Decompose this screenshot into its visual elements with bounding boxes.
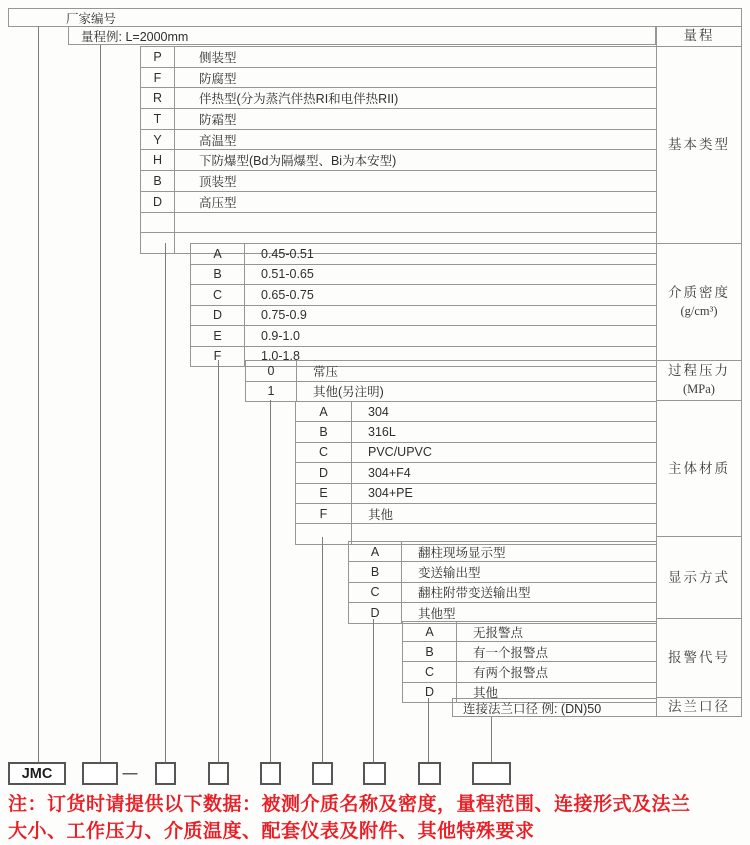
connector-line-flange: [491, 717, 492, 762]
description-cell: 其他: [473, 686, 499, 701]
table-row: [141, 191, 656, 212]
side-label-range: 量程: [683, 28, 715, 44]
connector-line-range: [100, 45, 101, 762]
code-cell: A: [349, 542, 402, 561]
factory-code-row: [8, 8, 742, 27]
description-cell: 常压: [313, 364, 339, 379]
table-row: [296, 402, 656, 421]
factory-code-label: 厂家编号: [66, 11, 117, 26]
code-digit-box-flange: [472, 762, 511, 785]
description-cell: 翻柱附带变送输出型: [418, 586, 531, 601]
medium-density-table: [190, 243, 657, 367]
description-cell: 其他(另注明): [313, 385, 384, 400]
code-digit-box-range: [82, 762, 118, 785]
code-cell: B: [349, 562, 402, 581]
table-row: [296, 483, 656, 503]
description-cell: 伴热型(分为蒸汽伴热RI和电伴热RII): [199, 92, 399, 107]
code-cell: D: [349, 603, 402, 622]
code-cell: R: [141, 88, 175, 108]
code-cell: A: [296, 402, 352, 421]
code-cell: [141, 233, 175, 253]
description-cell: 304+PE: [368, 486, 413, 501]
connector-line-material: [322, 537, 323, 762]
connector-line-basic-type: [165, 243, 166, 762]
table-row: [296, 421, 656, 441]
table-row: [191, 264, 656, 285]
table-row: [246, 361, 656, 381]
code-cell: Y: [141, 130, 175, 150]
connector-line-display: [373, 619, 374, 762]
table-row: [403, 641, 656, 661]
code-cell: 0: [246, 361, 297, 381]
description-cell: 304+F4: [368, 465, 411, 480]
body-material-table: [295, 401, 657, 545]
description-cell: 防霜型: [199, 112, 237, 127]
alarm-code-table: [402, 621, 657, 703]
side-label-pressure: 过程压力 (MPa): [657, 360, 741, 400]
table-row: [349, 582, 656, 602]
description-cell: 0.75-0.9: [261, 308, 307, 323]
table-row: [191, 305, 656, 326]
code-cell: C: [349, 583, 402, 602]
table-row: [141, 47, 656, 67]
description-cell: 高温型: [199, 133, 237, 148]
code-cell: D: [403, 683, 457, 702]
order-note: [8, 791, 748, 845]
table-row: [349, 602, 656, 622]
connector-line-factory: [38, 26, 39, 762]
description-cell: 无报警点: [473, 625, 524, 640]
code-cell: B: [403, 642, 457, 661]
code-cell: B: [296, 422, 352, 441]
code-cell: [141, 213, 175, 233]
description-cell: 有一个报警点: [473, 645, 549, 660]
description-cell: 下防爆型(Bd为隔爆型、Bi为本安型): [199, 154, 397, 169]
table-row: [141, 87, 656, 108]
code-digit-box-pressure: [260, 762, 281, 785]
table-row: [296, 462, 656, 482]
code-cell: C: [296, 443, 352, 462]
table-row: [403, 622, 656, 641]
code-cell: D: [296, 463, 352, 482]
description-cell: 有两个报警点: [473, 665, 549, 680]
table-row: [191, 284, 656, 305]
code-digit-box-alarm: [418, 762, 441, 785]
code-digit-box-material: [312, 762, 333, 785]
description-cell: 其他: [368, 507, 394, 522]
side-label-basic-type: 基本类型: [657, 46, 741, 243]
table-row-empty: [141, 212, 656, 233]
table-row: [349, 542, 656, 561]
description-cell: 304: [368, 404, 389, 419]
code-cell: [296, 524, 352, 543]
description-cell: 顶装型: [199, 174, 237, 189]
code-digit-box-display: [363, 762, 386, 785]
dash-separator: —: [122, 765, 138, 782]
description-cell: 侧装型: [199, 50, 237, 65]
description-cell: 0.45-0.51: [261, 246, 314, 261]
description-cell: 0.9-1.0: [261, 328, 300, 343]
code-digit-box-basic-type: [155, 762, 176, 785]
side-label-display: 显示方式: [657, 536, 741, 618]
code-cell: C: [403, 662, 457, 681]
table-row: [191, 325, 656, 346]
code-cell: F: [141, 68, 175, 88]
table-row: [141, 67, 656, 88]
description-cell: 0.65-0.75: [261, 287, 314, 302]
code-cell: D: [191, 306, 245, 326]
code-cell: D: [141, 192, 175, 212]
description-cell: [175, 213, 656, 233]
code-cell: P: [141, 47, 175, 67]
table-row: [296, 442, 656, 462]
flange-diameter-text: 连接法兰口径 例: (DN)50: [463, 701, 602, 716]
table-row: [246, 381, 656, 402]
code-cell: E: [191, 326, 245, 346]
side-label-column: [656, 26, 742, 717]
code-cell: C: [191, 285, 245, 305]
connector-line-density: [218, 360, 219, 762]
side-label-density: 介质密度 (g/cm³): [657, 243, 741, 360]
table-row: [296, 503, 656, 523]
table-row: [141, 129, 656, 150]
description-cell: 0.51-0.65: [261, 267, 314, 282]
process-pressure-table: [245, 360, 657, 402]
range-example-text: 量程例: L=2000mm: [81, 29, 189, 44]
description-cell: PVC/UPVC: [368, 445, 432, 460]
table-row: [141, 108, 656, 129]
connector-line-alarm: [428, 698, 429, 762]
side-label-flange: 法兰口径: [657, 697, 741, 716]
table-row: [349, 561, 656, 581]
basic-type-table: [140, 46, 657, 254]
description-cell: 316L: [368, 425, 396, 440]
code-cell: F: [191, 347, 245, 367]
range-example-row: [68, 26, 656, 45]
description-cell: 变送输出型: [418, 566, 481, 581]
description-cell: 翻柱现场显示型: [418, 545, 506, 560]
code-digit-box-density: [208, 762, 229, 785]
connector-line-pressure: [270, 400, 271, 762]
code-cell: H: [141, 150, 175, 170]
table-row: [403, 661, 656, 681]
order-note-line1: 注：订货时请提供以下数据：被测介质名称及密度，量程范围、连接形式及法兰: [8, 794, 691, 815]
display-mode-table: [348, 541, 657, 624]
description-cell: 1.0-1.8: [261, 349, 300, 364]
model-prefix-label: JMC: [21, 765, 53, 782]
order-note-line2: 大小、工作压力、介质温度、配套仪表及附件、其他特殊要求: [8, 821, 535, 842]
side-label-material: 主体材质: [657, 400, 741, 537]
code-cell: A: [191, 244, 245, 264]
flange-diameter-row: [452, 698, 657, 717]
table-row: [141, 170, 656, 191]
code-cell: T: [141, 109, 175, 129]
code-cell: F: [296, 504, 352, 523]
side-label-alarm: 报警代号: [657, 618, 741, 697]
code-cell: B: [191, 265, 245, 285]
description-cell: 其他型: [418, 606, 456, 621]
code-cell: A: [403, 622, 457, 641]
table-row: [141, 149, 656, 170]
description-cell: 高压型: [199, 195, 237, 210]
table-row: [191, 244, 656, 264]
description-cell: 防腐型: [199, 71, 237, 86]
model-prefix-box: [8, 762, 66, 785]
code-cell: E: [296, 484, 352, 503]
code-cell: B: [141, 171, 175, 191]
code-cell: 1: [246, 382, 297, 402]
